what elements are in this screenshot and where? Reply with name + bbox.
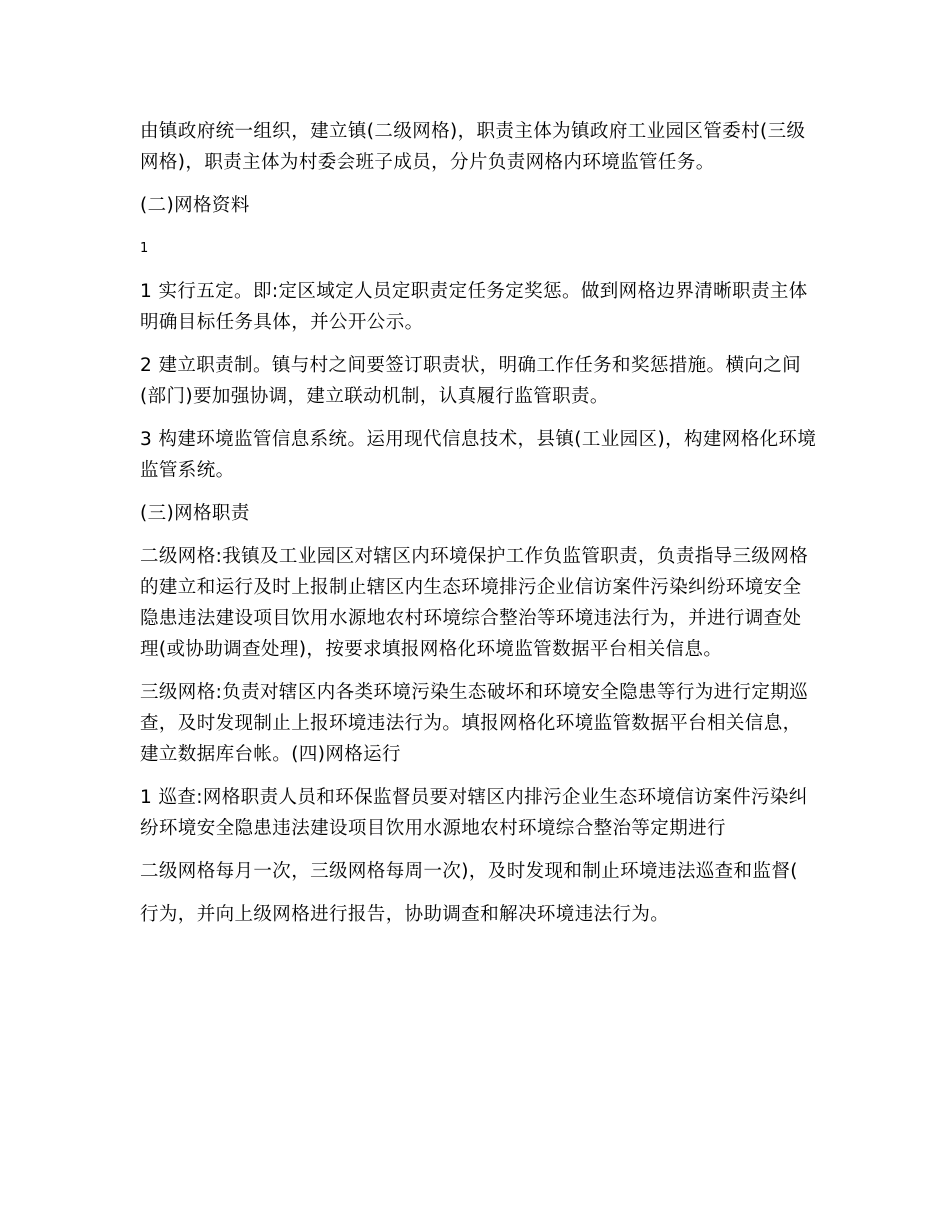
paragraph-five-fixes: 1 实行五定。即:定区域定人员定职责定任务定奖惩。做到网格边界清晰职责主体明确目标任务具体，并公开公示。 <box>140 281 808 333</box>
paragraph-responsibility-system: 2 建立职责制。镇与村之间要签订职责状，明确工作任务和奖惩措施。横向之间(部门)要加强协调，建立联动机制，认真履行监管职责。 <box>140 355 802 407</box>
paragraph-second-level-grid: 二级网格:我镇及工业园区对辖区内环境保护工作负监管职责，负责指导三级网格的建立和运行及时上报制止辖区内生态环境排污企业信访案件污染纠纷环境安全隐患违法建设项目饮用水源地农村环境综合整治等环境违法行为，并进行调查处理(或协助调查处理)，按要求填报网格化环境监管数据平台相关信息。 <box>140 546 809 660</box>
section-heading-grid-duties: (三)网格职责 <box>140 503 250 524</box>
paragraph-reporting: 行为，并向上级网格进行报告，协助调查和解决环境违法行为。 <box>140 904 670 925</box>
document-body <box>140 116 820 942</box>
paragraph-inspection-frequency: 二级网格每月一次，三级网格每周一次)，及时发现和制止环境违法巡查和监督( <box>140 861 798 882</box>
paragraph-third-level-grid: 三级网格:负责对辖区内各类环境污染生态破坏和环境安全隐患等行为进行定期巡查，及时发现制止上报环境违法行为。填报网格化环境监管数据平台相关信息，建立数据库台帐。(四)网格运行 <box>140 682 809 765</box>
page-number: 1 <box>140 241 149 256</box>
paragraph-info-system: 3 构建环境监管信息系统。运用现代信息技术，县镇(工业园区)，构建网格化环境监管系统。 <box>140 429 817 481</box>
paragraph-inspection: 1 巡查:网格职责人员和环保监督员要对辖区内排污企业生态环境信访案件污染纠纷环境安全隐患违法建设项目饮用水源地农村环境综合整治等定期进行 <box>140 787 808 839</box>
section-heading-grid-materials: (二)网格资料 <box>140 195 250 216</box>
paragraph-grid-organization: 由镇政府统一组织，建立镇(二级网格)，职责主体为镇政府工业园区管委村(三级网格)，职责主体为村委会班子成员，分片负责网格内环境监管任务。 <box>140 121 806 173</box>
